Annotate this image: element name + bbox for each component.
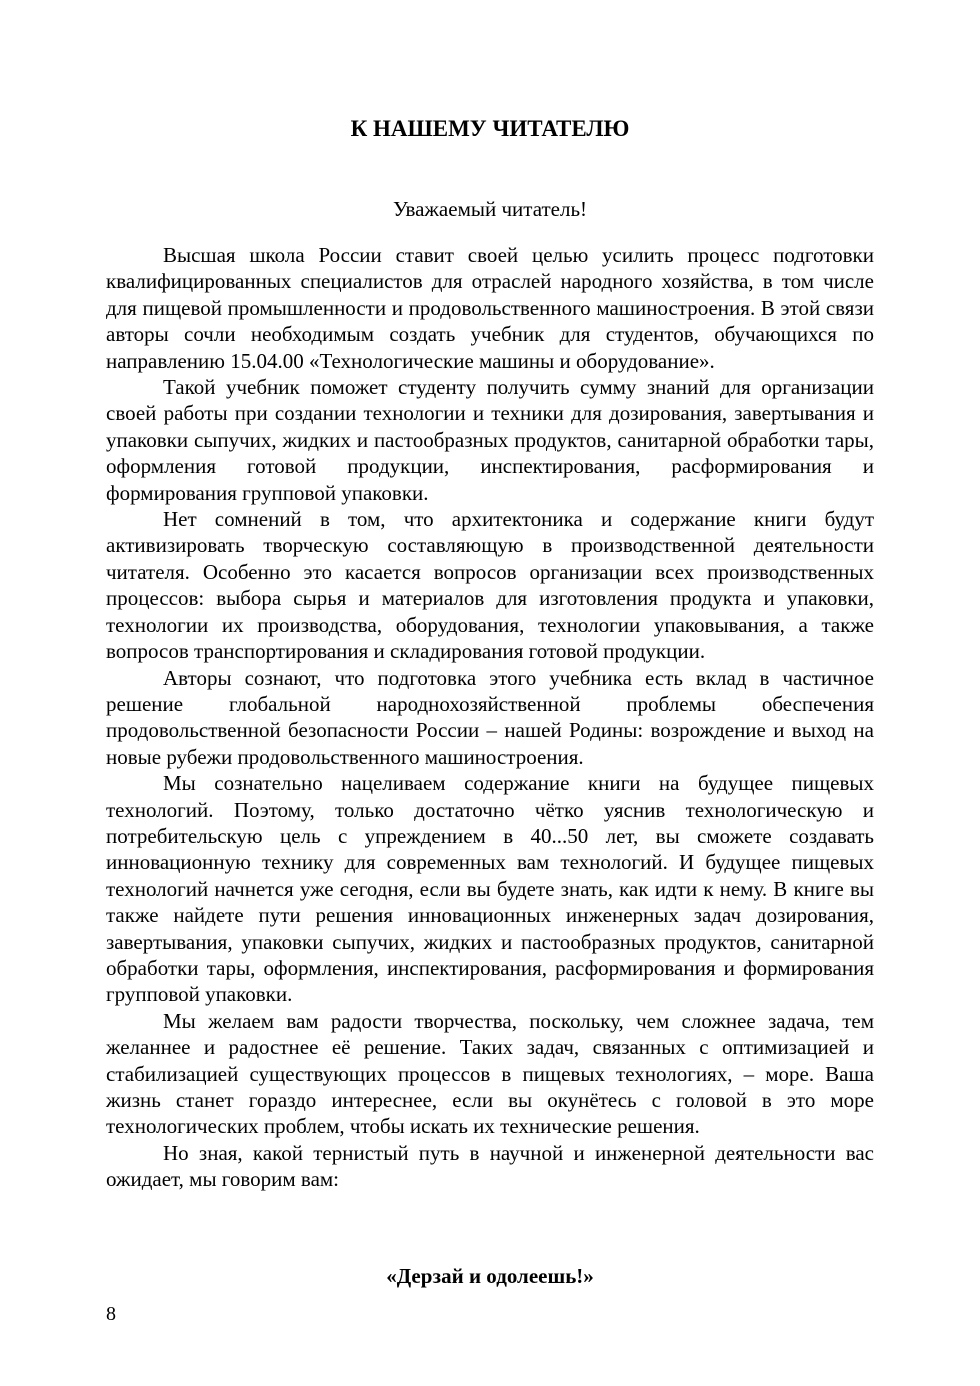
paragraph: Нет сомнений в том, что архитектоника и содержание книги будут активизировать творческую составляющую в производственной деятельности читателя. Особенно это касается вопросов организации всех производственных процессов: выбора сырья и материалов для изготовления продукта и упаковки, технологии их производства, оборудования, технологии упаковывания, а также вопросов транспортирования и складирования готовой продукции. (106, 507, 874, 664)
closing-motto: «Дерзай и одолеешь!» (386, 1264, 594, 1288)
paragraph: Такой учебник поможет студенту получить сумму знаний для организации своей работы при создании технологии и техники для дозирования, завертывания и упаковки сыпучих, жидких и пастообразных продуктов, санитарной обработки тары, оформления готовой продукции, инспектирования, расформирования и формирования групповой упаковки. (106, 375, 874, 505)
body-text (106, 242, 874, 1193)
page-title: К НАШЕМУ ЧИТАТЕЛЮ (350, 116, 630, 141)
paragraph: Но зная, какой тернистый путь в научной и инженерной деятельности вас ожидает, мы говорим вам: (106, 1140, 874, 1192)
page-number: 8 (106, 1303, 116, 1325)
greeting: Уважаемый читатель! (392, 197, 588, 221)
paragraph: Мы желаем вам радости творчества, поскольку, чем сложнее задача, тем желаннее и радостнее её решение. Таких задач, связанных с оптимизацией и стабилизацией существующих процессов в пищевых технологиях, – море. Ваша жизнь станет гораздо интереснее, если вы окунётесь с головой в это море технологических проблем, чтобы искать их технические решения. (106, 1008, 874, 1139)
paragraph: Мы сознательно нацеливаем содержание книги на будущее пищевых технологий. Поэтому, только достаточно чётко уяснив технологическую и потребительскую цель с упреждением в 40...50 лет, вы сможете создавать инновационную технику для современных вам технологий. И будущее пищевых технологий начнется уже сегодня, если вы будете знать, как идти к нему. В книге вы также найдете пути решения инновационных инженерных задач дозирования, завертывания, упаковки сыпучих, жидких и пастообразных продуктов, санитарной обработки тары, оформления, инспектирования, расформирования и формирования групповой упаковки. (106, 771, 874, 1007)
paragraph: Авторы сознают, что подготовка этого учебника есть вклад в частичное решение глобальной народнохозяйственной проблемы обеспечения продовольственной безопасности России – нашей Родины: возрождение и выход на новые рубежи продовольственного машиностроения. (106, 665, 874, 769)
paragraph: Высшая школа России ставит своей целью усилить процесс подготовки квалифицированных специалистов для отраслей народного хозяйства, в том числе для пищевой промышленности и продовольственного машиностроения. В этой связи авторы сочли необходимым создать учебник для студентов, обучающихся по направлению 15.04.00 «Технологические машины и оборудование». (106, 243, 874, 373)
